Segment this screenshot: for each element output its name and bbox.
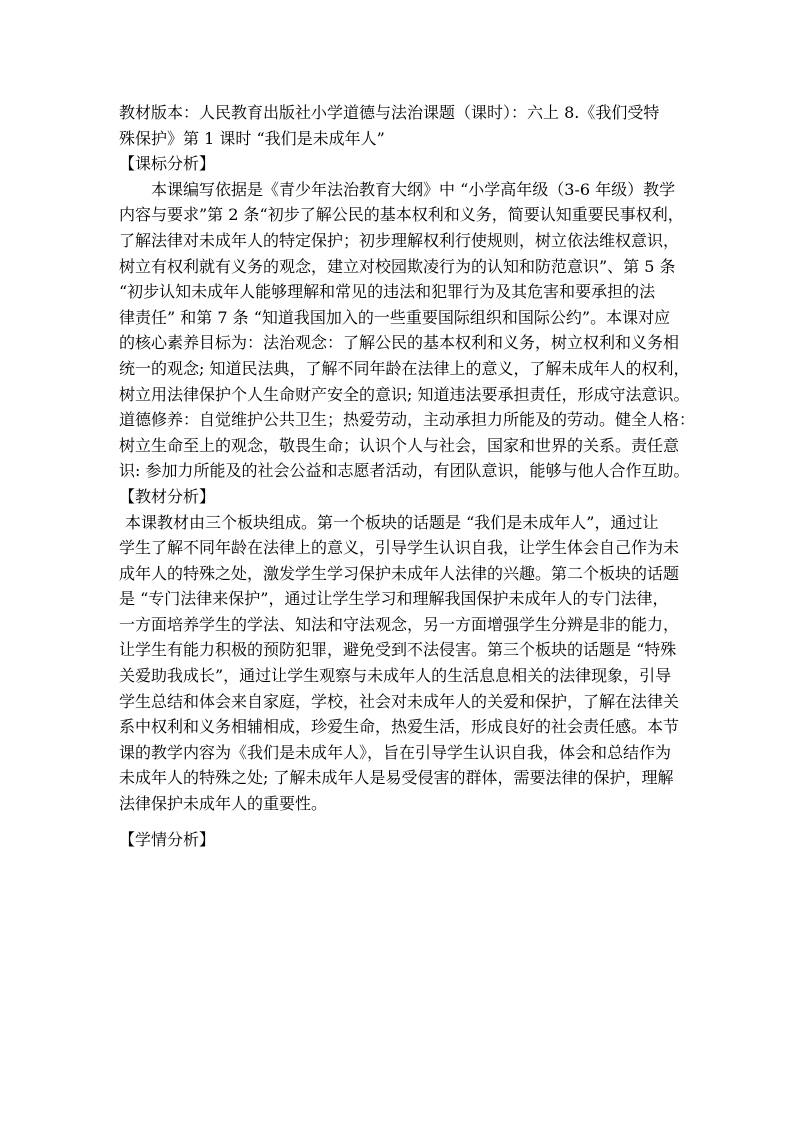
paragraph-line: 本课教材由三个板块组成。第一个板块的话题是 “我们是未成年人”，通过让 [125,512,659,532]
paragraph-line: 了解法律对未成年人的特定保护；初步理解权利行使规则，树立依法维权意识， [119,230,680,250]
paragraph-line: 统一的观念; 知道民法典，了解不同年龄在法律上的意义，了解未成年人的权利， [119,358,690,378]
section-heading-students: 【学情分析】 [119,829,216,849]
paragraph-line: 让学生有能力积极的预防犯罪，避免受到不法侵害。第三个板块的话题是 “特殊 [119,640,677,660]
header-line-2: 殊保护》第 1 课时 “我们是未成年人” [119,128,385,148]
paragraph-line: 学生了解不同年龄在法律上的意义，引导学生认识自我，让学生体会自己作为未 [119,538,680,558]
paragraph-line: 成年人的特殊之处，激发学生学习保护未成年人法律的兴趣。第二个板块的话题 [119,563,680,583]
section-heading-curriculum: 【课标分析】 [119,154,216,174]
paragraph-line: 未成年人的特殊之处; 了解未成年人是易受侵害的群体，需要法律的保护，理解 [119,768,674,788]
paragraph-line: 律责任” 和第 7 条 “知道我国加入的一些重要国际组织和国际公约”。本课对应 [119,307,671,327]
paragraph-line: 识: 参加力所能及的社会公益和志愿者活动，有团队意识，能够与他人合作互助。 [119,461,690,481]
paragraph-line: 道德修养：自觉维护公共卫生；热爱劳动，主动承担力所能及的劳动。健全人格： [119,410,696,430]
paragraph-line: 一方面培养学生的学法、知法和守法观念，另一方面增强学生分辨是非的能力， [119,614,680,634]
paragraph-line: 的核心素养目标为：法治观念：了解公民的基本权利和义务，树立权利和义务相 [119,333,680,353]
paragraph-line: 树立生命至上的观念，敬畏生命；认识个人与社会，国家和世界的关系。责任意 [119,435,680,455]
section-body-curriculum [119,177,696,484]
document-page [119,100,696,852]
paragraph-line: “初步认知未成年人能够理解和常见的违法和犯罪行为及其危害和要承担的法 [119,282,656,302]
paragraph-line: 本课编写依据是《青少年法治教育大纲》中 “小学高年级（3-6 年级）教学 [151,179,676,199]
paragraph-line: 课的教学内容为《我们是未成年人》，旨在引导学生认识自我，体会和总结作为 [119,742,672,762]
paragraph-line: 树立用法律保护个人生命财产安全的意识; 知道违法要承担责任，形成守法意识。 [119,384,690,404]
paragraph-line: 系中权利和义务相辅相成，珍爱生命，热爱生活，形成良好的社会责任感。本节 [119,717,680,737]
paragraph-line: 关爱助我成长”，通过让学生观察与未成年人的生活息息相关的法律现象，引导 [119,666,672,686]
paragraph-line: 法律保护未成年人的重要性。 [119,794,328,814]
paragraph-line: 树立有权利就有义务的观念，建立对校园欺凌行为的认知和防范意识”、第 5 条 [119,256,676,276]
section-heading-textbook: 【教材分析】 [119,486,216,506]
paragraph-line: 内容与要求”第 2 条“初步了解公民的基本权利和义务，简要认知重要民事权利， [119,205,684,225]
paragraph-line: 是 “专门法律来保护”，通过让学生学习和理解我国保护未成年人的专门法律， [119,589,669,609]
paragraph-line: 学生总结和体会来自家庭，学校，社会对未成年人的关爱和保护，了解在法律关 [119,691,680,711]
header-line-1: 教材版本：人民教育出版社小学道德与法治课题（课时）：六上 8.《我们受特 [119,103,660,122]
section-body-textbook [119,510,682,817]
